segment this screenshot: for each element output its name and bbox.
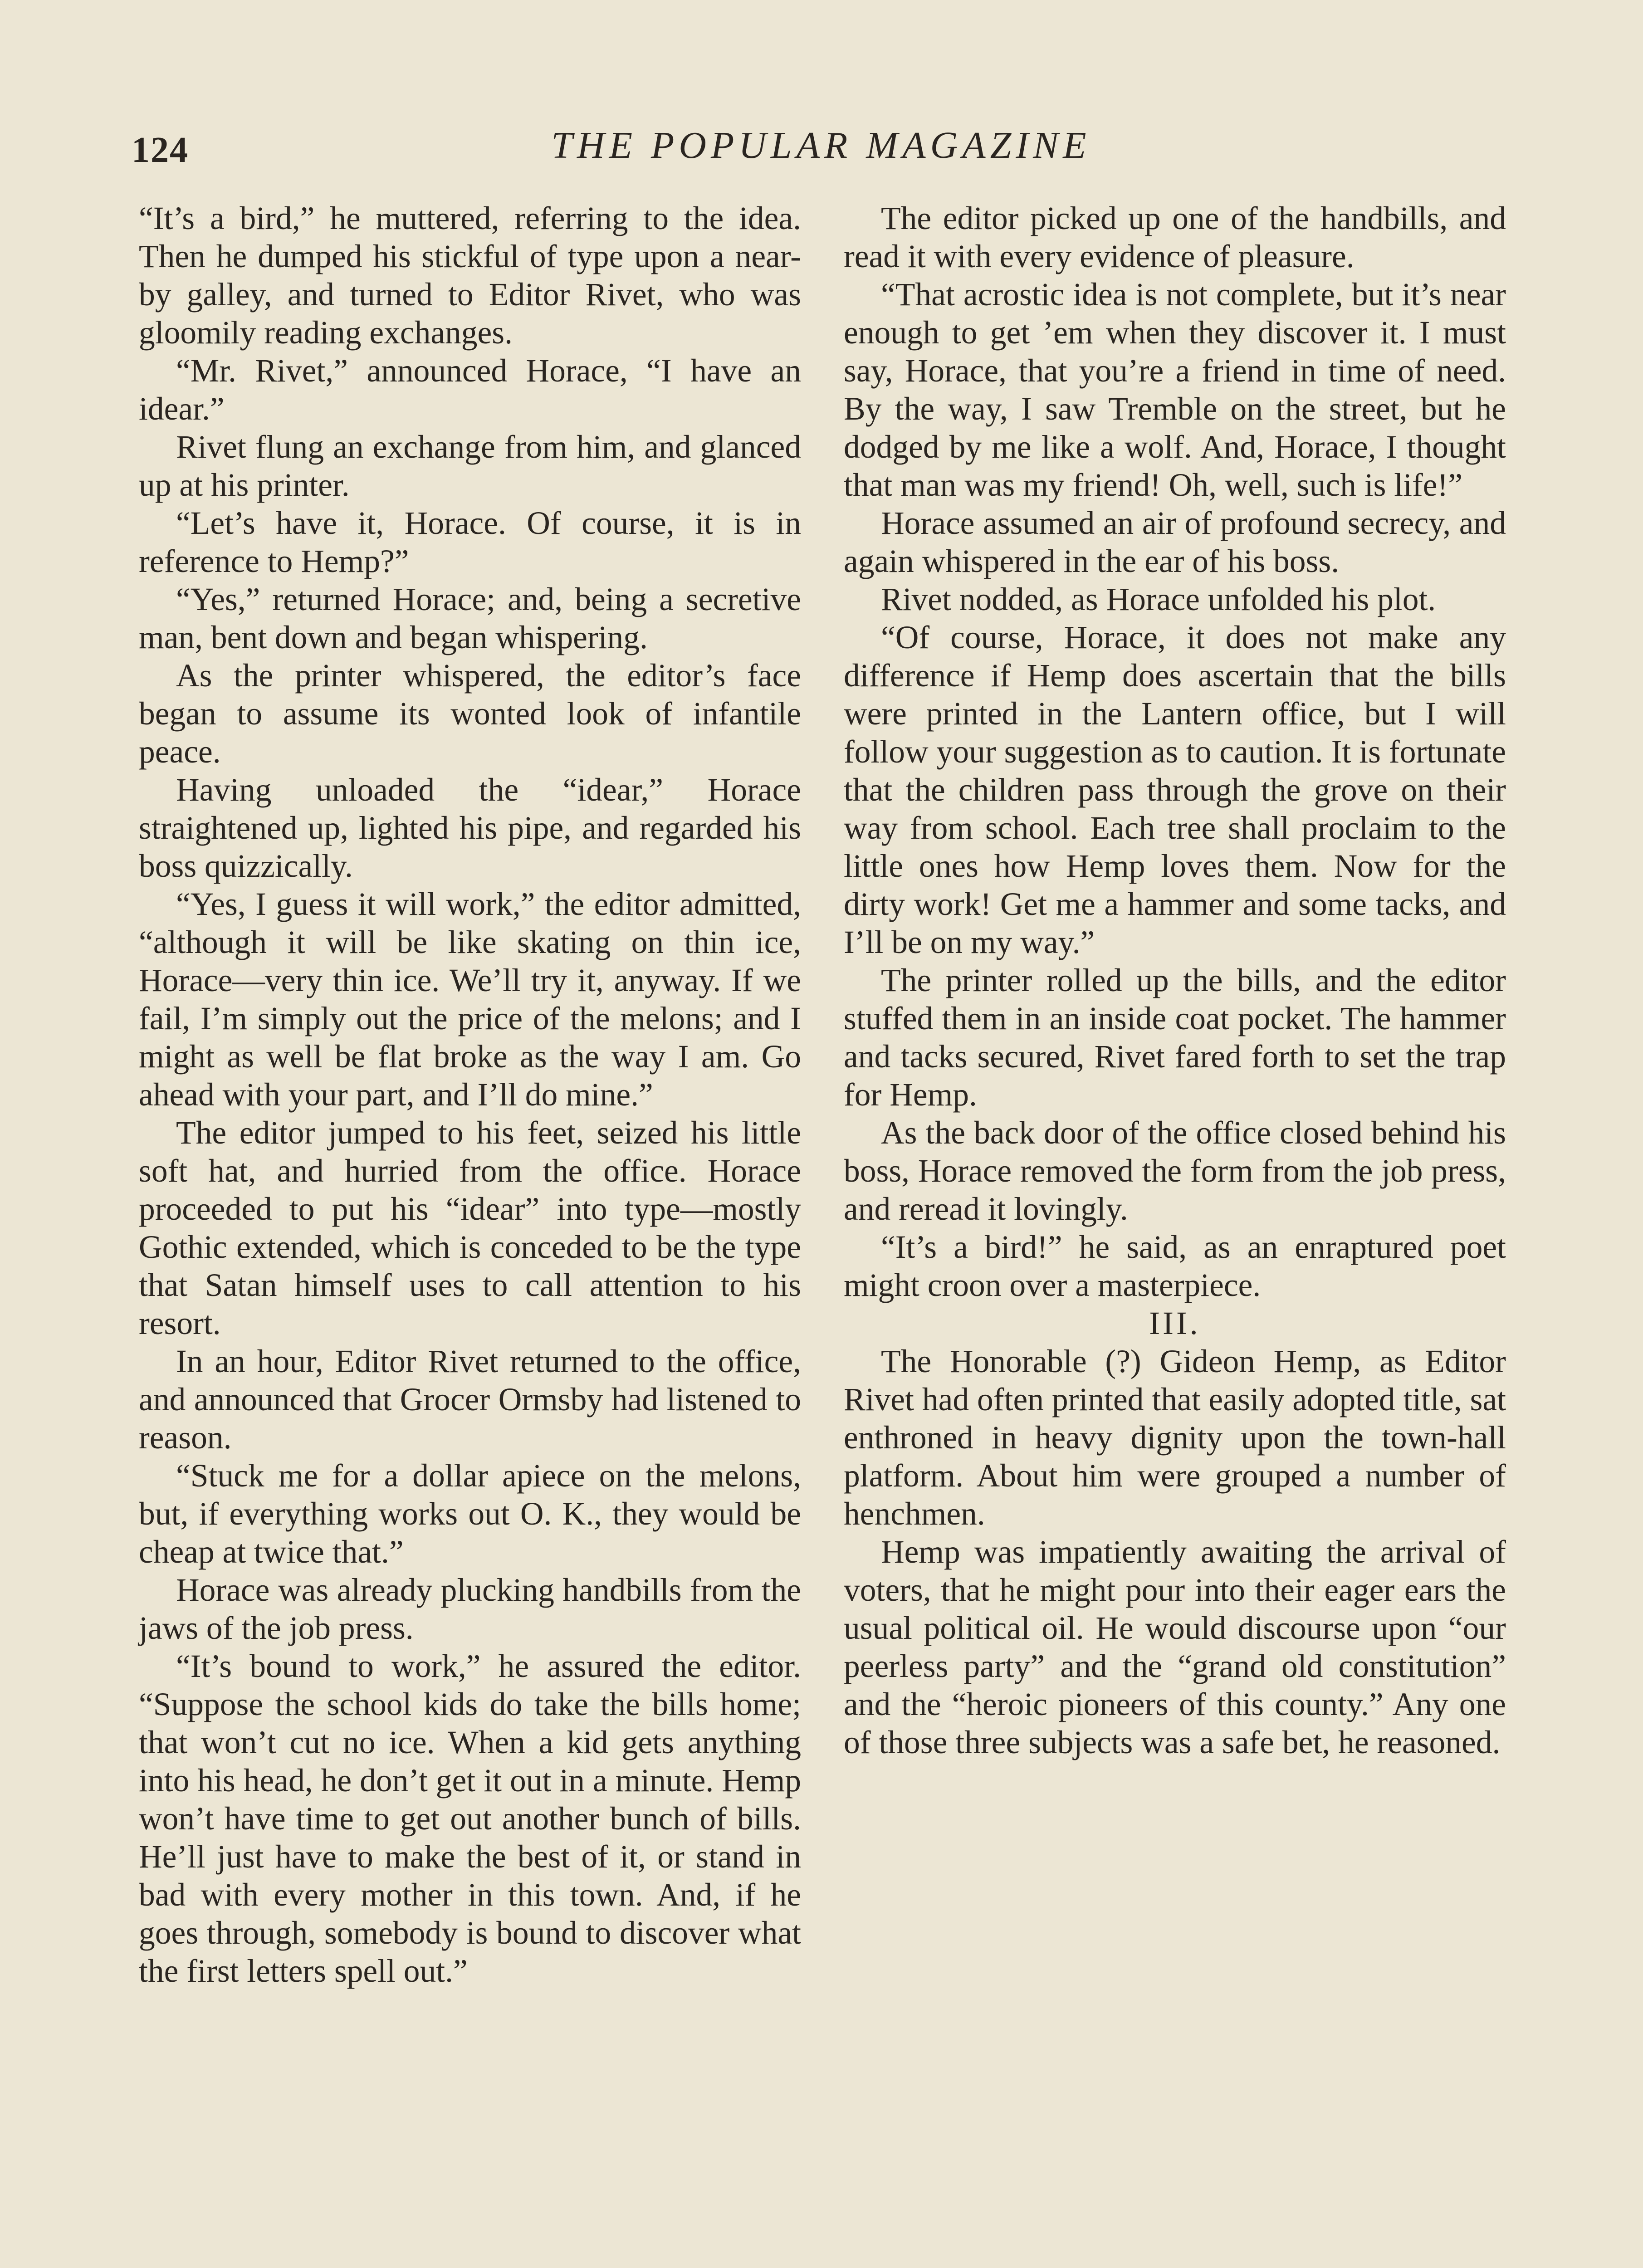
paragraph: As the printer whispered, the editor’s face began to assume its wonted look of infantile peace. [139,658,801,770]
paragraph: Rivet nodded, as Horace unfolded his plot. [881,582,1436,617]
paragraph: Hemp was impatiently awaiting the arrival of voters, that he might pour into their eager ears the usual political oil. He would discourse upon “our peerless party” and the “grand old constitution” and the “heroic pioneers of this county.” Any one of those three subjects was a safe bet, he reasoned. [844,1534,1506,1760]
running-head: THE POPULAR MAGAZINE [551,124,1091,166]
paragraph: Having unloaded the “idear,” Horace straightened up, lighted his pipe, and regarded his boss quizzically. [139,772,801,884]
right-column [844,200,1506,1762]
paragraph: “That acrostic idea is not complete, but it’s near enough to get ’em when they discover it. I must say, Horace, that you’re a friend in time of need. By the way, I saw Tremble on the street, but he dodged by me like a wolf. And, Horace, I thought that man was my friend! Oh, well, such is life!” [844,277,1506,503]
paragraph: Horace assumed an air of profound secrecy, and again whispered in the ear of his boss. [844,505,1506,579]
page-header [0,123,1643,173]
paragraph: “Stuck me for a dollar apiece on the melons, but, if everything works out O. K., they would be cheap at twice that.” [139,1458,801,1570]
paragraph: “It’s bound to work,” he assured the editor. “Suppose the school kids do take the bills home; that won’t cut no ice. When a kid gets anything into his head, he don’t get it out in a minute. Hemp won’t have time to get out another bunch of bills. He’ll just have to make the best of it, or stand in bad with every mother in this town. And, if he goes through, somebody is bound to discover what the first letters spell out.” [139,1648,801,1989]
left-column [139,200,801,1990]
paragraph: The editor picked up one of the handbills, and read it with every evidence of pleasure. [844,200,1506,274]
paragraph: The printer rolled up the bills, and the editor stuffed them in an inside coat pocket. The hammer and tacks secured, Rivet fared forth to set the trap for Hemp. [844,963,1506,1113]
paragraph: “Yes,” returned Horace; and, being a secretive man, bent down and began whispering. [139,582,801,655]
paragraph: “It’s a bird!” he said, as an enraptured poet might croon over a masterpiece. [844,1229,1506,1303]
paragraph: The editor jumped to his feet, seized his little soft hat, and hurried from the office. Horace proceeded to put his “idear” into type—mostly Gothic extended, which is conceded to be the type that Satan himself uses to call attention to his resort. [139,1115,801,1341]
paragraph: Horace was already plucking handbills from the jaws of the job press. [139,1572,801,1646]
paragraph: “Yes, I guess it will work,” the editor admitted, “although it will be like skating on thin ice, Horace—very thin ice. We’ll try it, anyway. If we fail, I’m simply out the price of the melons; and I might as well be flat broke as the way I am. Go ahead with your part, and I’ll do mine.” [139,886,801,1113]
paragraph: Rivet flung an exchange from him, and glanced up at his printer. [139,429,801,503]
paragraph: “Mr. Rivet,” announced Horace, “I have an idear.” [139,353,801,427]
paragraph: “It’s a bird,” he muttered, referring to the idea. Then he dumped his stickful of type upon a near-by galley, and turned to Editor Rivet, who was gloomily reading exchanges. [139,200,801,351]
paragraph: “Let’s have it, Horace. Of course, it is in reference to Hemp?” [139,505,801,579]
paragraph: In an hour, Editor Rivet returned to the office, and announced that Grocer Ormsby had listened to reason. [139,1344,801,1456]
page-number: 124 [132,130,189,170]
section-number: III. [1149,1305,1201,1341]
paragraph: As the back door of the office closed behind his boss, Horace removed the form from the job press, and reread it lovingly. [844,1115,1506,1227]
paragraph: “Of course, Horace, it does not make any difference if Hemp does ascertain that the bills were printed in the Lantern office, but I will follow your suggestion as to caution. It is fortunate that the children pass through the grove on their way from school. Each tree shall proclaim to the little ones how Hemp loves them. Now for the dirty work! Get me a hammer and some tacks, and I’ll be on my way.” [844,620,1506,960]
paragraph: The Honorable (?) Gideon Hemp, as Editor Rivet had often printed that easily adopted title, sat enthroned in heavy dignity upon the town-hall platform. About him were grouped a number of henchmen. [844,1344,1506,1532]
